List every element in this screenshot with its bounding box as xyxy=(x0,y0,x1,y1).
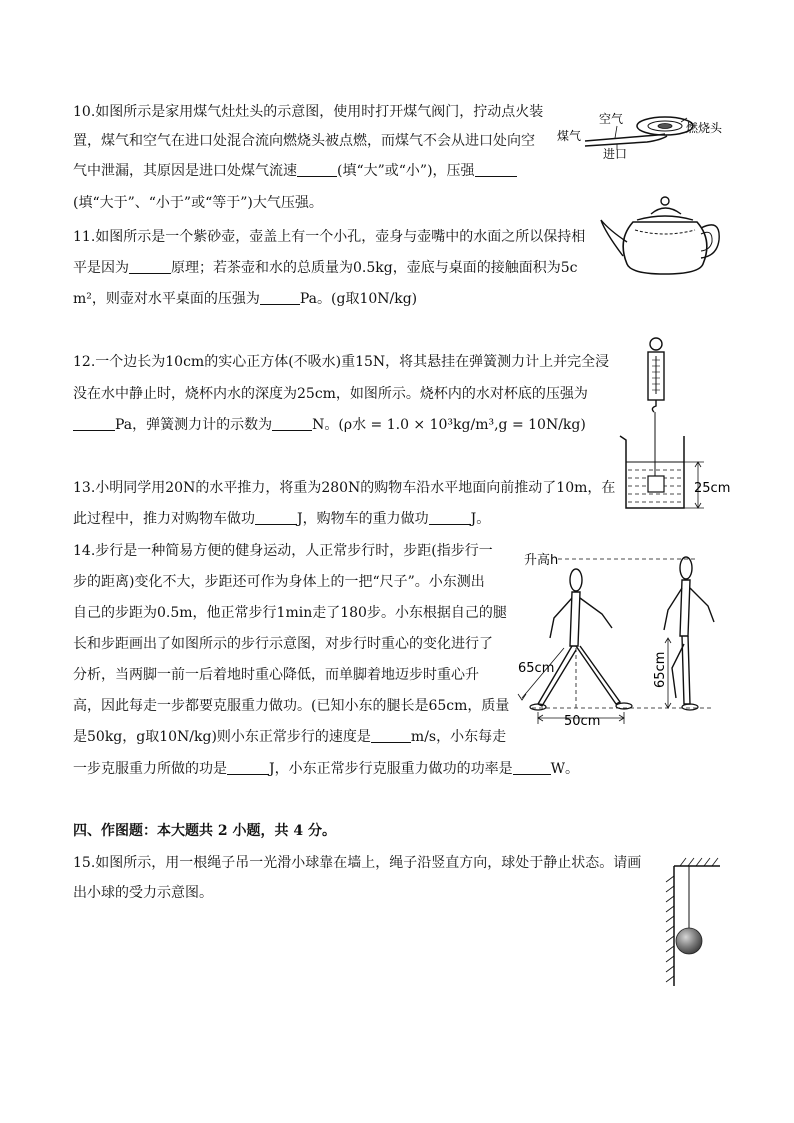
q12-line-3-text-b: N。(ρ水 = 1.0 × 10³kg/m³,g = 10N/kg) xyxy=(312,417,586,433)
q10-line-3-text-b: (填“大”或“小”)，压强 xyxy=(337,163,475,179)
q13-line-1: 13.小明同学用20N的水平推力，将重为280N的购物车沿水平地面向前推动了10m，在 xyxy=(73,480,616,496)
q10-blank-2[interactable] xyxy=(475,162,517,177)
section-4-heading: 四、作图题：本大题共 2 小题，共 4 分。 xyxy=(73,823,336,839)
q13-blank-2[interactable] xyxy=(429,510,471,525)
q14-line-7-text-a: 是50kg，g取10N/kg)则小东正常步行的速度是 xyxy=(73,729,371,745)
q14-line-7-text-b: m/s，小东每走 xyxy=(410,729,507,745)
q15-line-1: 15.如图所示，用一根绳子吊一光滑小球靠在墙上，绳子沿竖直方向，球处于静止状态。请画 xyxy=(73,855,642,871)
q14-line-8-text-c: W。 xyxy=(550,761,580,777)
q11-line-3-text-b: Pa。(g取10N/kg) xyxy=(299,291,418,307)
label-inlet: 进口 xyxy=(603,147,628,161)
q11-blank-2[interactable] xyxy=(260,290,300,305)
q12-blank-2[interactable] xyxy=(272,416,312,431)
ball-on-wall-figure xyxy=(660,852,730,992)
q12-blank-1[interactable] xyxy=(73,416,115,431)
q14-line-1: 14.步行是一种简易方便的健身运动，人正常步行时，步距(指步行一 xyxy=(73,543,493,559)
label-leg-length-2: 65cm xyxy=(653,651,668,688)
q10-line-4: (填“大于”、“小于”或“等于”)大气压强。 xyxy=(73,195,323,211)
q12-line-2: 没在水中静止时，烧杯内水的深度为25cm，如图所示。烧杯内的水对杯底的压强为 xyxy=(73,386,588,402)
q13-line-2 xyxy=(73,510,490,528)
walking-figure xyxy=(512,548,722,728)
q15-line-2: 出小球的受力示意图。 xyxy=(73,885,213,901)
q14-line-8-text-b: J，小东正常步行克服重力做功的功率是 xyxy=(269,761,513,777)
gas-stove-burner-figure xyxy=(555,108,725,168)
q11-line-3-text-a: m²，则壶对水平桌面的压强为 xyxy=(73,291,260,307)
q14-line-2: 步的距离)变化不大，步距还可作为身体上的一把“尺子”。小东测出 xyxy=(73,574,485,590)
label-depth: 25cm xyxy=(694,481,731,496)
label-gas: 煤气 xyxy=(557,129,582,143)
q13-line-2-text-c: J。 xyxy=(470,511,491,527)
q14-line-8 xyxy=(73,760,579,778)
label-step-length: 50cm xyxy=(564,714,601,729)
q10-line-3 xyxy=(73,162,517,180)
q12-line-1: 12.一个边长为10cm的实心正方体(不吸水)重15N，将其悬挂在弹簧测力计上并完全浸 xyxy=(73,354,610,370)
q11-line-3 xyxy=(73,290,417,308)
q10-line-1: 10.如图所示是家用煤气灶灶头的示意图，使用时打开煤气阀门，拧动点火装 xyxy=(73,104,544,120)
q14-line-8-text-a: 一步克服重力所做的功是 xyxy=(73,761,227,777)
q10-line-3-text-a: 气中泄漏，其原因是进口处煤气流速 xyxy=(73,163,297,179)
q14-line-6: 高，因此每走一步都要克服重力做功。(已知小东的腿长是65cm，质量 xyxy=(73,698,510,714)
spring-scale-beaker-figure xyxy=(612,336,742,516)
q13-line-2-text-b: J，购物车的重力做功 xyxy=(297,511,429,527)
q11-line-2 xyxy=(73,259,577,277)
teapot-figure xyxy=(597,190,727,280)
q14-line-5: 分析，当两脚一前一后着地时重心降低，而单脚着地迈步时重心升 xyxy=(73,667,479,683)
q14-line-7 xyxy=(73,728,506,746)
label-rise-h: 升高h xyxy=(524,553,559,568)
q11-line-1: 11.如图所示是一个紫砂壶，壶盖上有一个小孔，壶身与壶嘴中的水面之所以保持相 xyxy=(73,229,586,245)
q12-line-3-text-a: Pa，弹簧测力计的示数为 xyxy=(115,417,273,433)
label-air: 空气 xyxy=(599,112,624,126)
q14-blank-3[interactable] xyxy=(513,760,551,775)
label-leg-length-1: 65cm xyxy=(518,661,555,676)
q10-line-2: 置，煤气和空气在进口处混合流向燃烧头被点燃，而煤气不会从进口处向空 xyxy=(73,133,535,149)
q13-blank-1[interactable] xyxy=(255,510,297,525)
q14-blank-1[interactable] xyxy=(371,728,411,743)
q12-line-3 xyxy=(73,416,586,434)
q14-line-3: 自己的步距为0.5m，他正常步行1min走了180步。小东根据自己的腿 xyxy=(73,605,507,621)
q11-line-2-text-a: 平是因为 xyxy=(73,260,129,276)
q13-line-2-text-a: 此过程中，推力对购物车做功 xyxy=(73,511,255,527)
q14-blank-2[interactable] xyxy=(227,760,269,775)
label-burner: 燃烧头 xyxy=(686,121,723,135)
q14-line-4: 长和步距画出了如图所示的步行示意图，对步行时重心的变化进行了 xyxy=(73,636,493,652)
q11-line-2-text-b: 原理；若茶壶和水的总质量为0.5kg，壶底与桌面的接触面积为5c xyxy=(171,260,578,276)
q10-blank-1[interactable] xyxy=(297,162,337,177)
q11-blank-1[interactable] xyxy=(129,259,171,274)
